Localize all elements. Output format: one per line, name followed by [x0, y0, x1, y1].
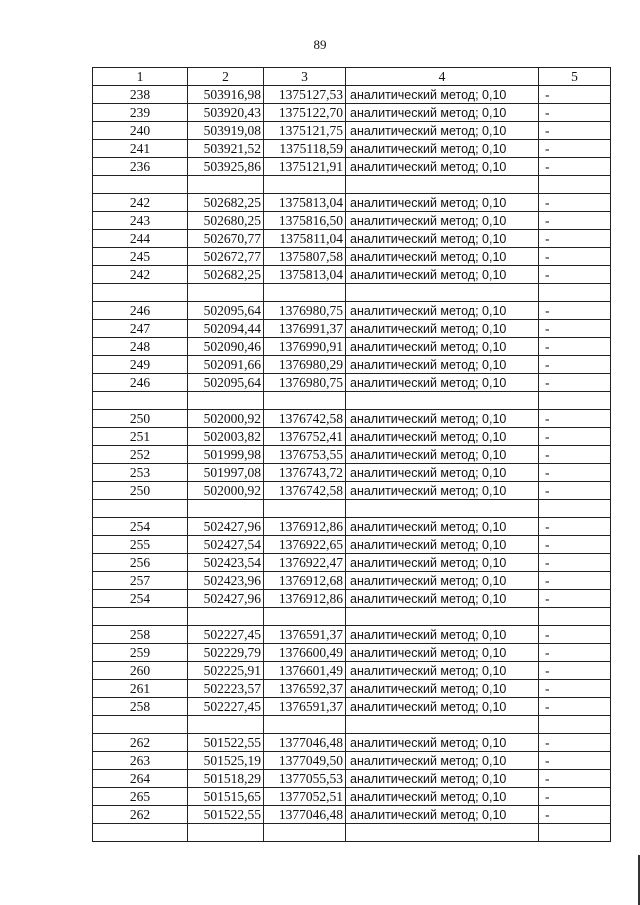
coord-x-cell: 502682,25	[188, 194, 264, 212]
method-accuracy-cell: аналитический метод; 0,10	[346, 266, 539, 284]
point-number-cell: 239	[93, 104, 188, 122]
method-accuracy-cell: аналитический метод; 0,10	[346, 140, 539, 158]
point-number-cell: 238	[93, 86, 188, 104]
coord-x-cell: 502095,64	[188, 302, 264, 320]
empty-cell	[346, 608, 539, 626]
method-accuracy-cell: аналитический метод; 0,10	[346, 806, 539, 824]
point-number-cell: 257	[93, 572, 188, 590]
separator-row	[93, 284, 611, 302]
empty-cell	[93, 608, 188, 626]
table-row	[93, 158, 611, 176]
coord-y-cell: 1376980,75	[264, 302, 346, 320]
coord-y-cell: 1376980,29	[264, 356, 346, 374]
method-accuracy-cell: аналитический метод; 0,10	[346, 428, 539, 446]
coord-x-cell: 502427,96	[188, 590, 264, 608]
table-row	[93, 680, 611, 698]
point-number-cell: 262	[93, 806, 188, 824]
method-accuracy-cell: аналитический метод; 0,10	[346, 752, 539, 770]
separator-row	[93, 824, 611, 842]
empty-cell	[188, 824, 264, 842]
coord-y-cell: 1376601,49	[264, 662, 346, 680]
empty-cell	[188, 392, 264, 410]
note-cell: -	[539, 446, 611, 464]
note-cell: -	[539, 86, 611, 104]
empty-cell	[346, 500, 539, 518]
table-row	[93, 122, 611, 140]
header-col-4: 4	[346, 68, 539, 86]
table-row	[93, 572, 611, 590]
table-row	[93, 266, 611, 284]
empty-cell	[188, 716, 264, 734]
coord-x-cell: 503916,98	[188, 86, 264, 104]
separator-row	[93, 500, 611, 518]
table-row	[93, 590, 611, 608]
empty-cell	[264, 284, 346, 302]
empty-cell	[264, 716, 346, 734]
coord-y-cell: 1375813,04	[264, 194, 346, 212]
table-row	[93, 464, 611, 482]
table-row	[93, 320, 611, 338]
point-number-cell: 245	[93, 248, 188, 266]
table-row	[93, 446, 611, 464]
coord-y-cell: 1376980,75	[264, 374, 346, 392]
empty-cell	[346, 824, 539, 842]
point-number-cell: 252	[93, 446, 188, 464]
note-cell: -	[539, 536, 611, 554]
empty-cell	[188, 284, 264, 302]
separator-row	[93, 608, 611, 626]
method-accuracy-cell: аналитический метод; 0,10	[346, 554, 539, 572]
method-accuracy-cell: аналитический метод; 0,10	[346, 302, 539, 320]
method-accuracy-cell: аналитический метод; 0,10	[346, 212, 539, 230]
table-row	[93, 662, 611, 680]
note-cell: -	[539, 770, 611, 788]
empty-cell	[346, 716, 539, 734]
note-cell: -	[539, 428, 611, 446]
coord-y-cell: 1376592,37	[264, 680, 346, 698]
point-number-cell: 240	[93, 122, 188, 140]
table-row	[93, 302, 611, 320]
point-number-cell: 255	[93, 536, 188, 554]
table-row	[93, 248, 611, 266]
point-number-cell: 242	[93, 194, 188, 212]
coord-x-cell: 502094,44	[188, 320, 264, 338]
table-row	[93, 752, 611, 770]
page-number: 89	[313, 37, 327, 52]
point-number-cell: 258	[93, 698, 188, 716]
coord-x-cell: 502090,46	[188, 338, 264, 356]
empty-cell	[188, 500, 264, 518]
method-accuracy-cell: аналитический метод; 0,10	[346, 86, 539, 104]
point-number-cell: 256	[93, 554, 188, 572]
note-cell: -	[539, 554, 611, 572]
method-accuracy-cell: аналитический метод; 0,10	[346, 662, 539, 680]
method-accuracy-cell: аналитический метод; 0,10	[346, 194, 539, 212]
point-number-cell: 244	[93, 230, 188, 248]
coord-y-cell: 1376912,68	[264, 572, 346, 590]
method-accuracy-cell: аналитический метод; 0,10	[346, 680, 539, 698]
coord-x-cell: 502000,92	[188, 482, 264, 500]
empty-cell	[539, 176, 611, 194]
table-row	[93, 626, 611, 644]
note-cell: -	[539, 158, 611, 176]
point-number-cell: 262	[93, 734, 188, 752]
note-cell: -	[539, 302, 611, 320]
coord-x-cell: 502227,45	[188, 626, 264, 644]
coord-y-cell: 1376922,65	[264, 536, 346, 554]
coord-y-cell: 1376752,41	[264, 428, 346, 446]
method-accuracy-cell: аналитический метод; 0,10	[346, 248, 539, 266]
method-accuracy-cell: аналитический метод; 0,10	[346, 374, 539, 392]
separator-row	[93, 392, 611, 410]
coord-y-cell: 1377046,48	[264, 806, 346, 824]
coord-x-cell: 502427,54	[188, 536, 264, 554]
coord-y-cell: 1375121,75	[264, 122, 346, 140]
method-accuracy-cell: аналитический метод; 0,10	[346, 572, 539, 590]
point-number-cell: 248	[93, 338, 188, 356]
empty-cell	[539, 500, 611, 518]
point-number-cell: 258	[93, 626, 188, 644]
coord-x-cell: 503921,52	[188, 140, 264, 158]
table-row	[93, 194, 611, 212]
empty-cell	[93, 824, 188, 842]
empty-cell	[264, 500, 346, 518]
note-cell: -	[539, 194, 611, 212]
coord-y-cell: 1376990,91	[264, 338, 346, 356]
table-row	[93, 428, 611, 446]
note-cell: -	[539, 698, 611, 716]
empty-cell	[93, 176, 188, 194]
coord-y-cell: 1377046,48	[264, 734, 346, 752]
coord-x-cell: 502223,57	[188, 680, 264, 698]
empty-cell	[539, 608, 611, 626]
method-accuracy-cell: аналитический метод; 0,10	[346, 320, 539, 338]
table-row	[93, 230, 611, 248]
note-cell: -	[539, 626, 611, 644]
table-row	[93, 734, 611, 752]
method-accuracy-cell: аналитический метод; 0,10	[346, 464, 539, 482]
coord-x-cell: 501525,19	[188, 752, 264, 770]
table-row	[93, 770, 611, 788]
table-row	[93, 338, 611, 356]
coord-y-cell: 1377055,53	[264, 770, 346, 788]
method-accuracy-cell: аналитический метод; 0,10	[346, 104, 539, 122]
coord-x-cell: 501518,29	[188, 770, 264, 788]
point-number-cell: 250	[93, 410, 188, 428]
point-number-cell: 263	[93, 752, 188, 770]
point-number-cell: 246	[93, 374, 188, 392]
note-cell: -	[539, 572, 611, 590]
method-accuracy-cell: аналитический метод; 0,10	[346, 338, 539, 356]
table-row	[93, 104, 611, 122]
empty-cell	[539, 824, 611, 842]
header-row	[93, 68, 611, 86]
coord-y-cell: 1375118,59	[264, 140, 346, 158]
point-number-cell: 243	[93, 212, 188, 230]
method-accuracy-cell: аналитический метод; 0,10	[346, 230, 539, 248]
note-cell: -	[539, 788, 611, 806]
empty-cell	[539, 284, 611, 302]
table-row	[93, 554, 611, 572]
coord-y-cell: 1375127,53	[264, 86, 346, 104]
method-accuracy-cell: аналитический метод; 0,10	[346, 410, 539, 428]
empty-cell	[539, 716, 611, 734]
empty-cell	[346, 284, 539, 302]
note-cell: -	[539, 752, 611, 770]
method-accuracy-cell: аналитический метод; 0,10	[346, 734, 539, 752]
point-number-cell: 254	[93, 590, 188, 608]
coord-y-cell: 1377049,50	[264, 752, 346, 770]
coord-x-cell: 502670,77	[188, 230, 264, 248]
table-row	[93, 374, 611, 392]
header-col-2: 2	[188, 68, 264, 86]
table-body	[93, 86, 611, 842]
note-cell: -	[539, 230, 611, 248]
table-row	[93, 788, 611, 806]
coord-y-cell: 1375811,04	[264, 230, 346, 248]
method-accuracy-cell: аналитический метод; 0,10	[346, 518, 539, 536]
coord-x-cell: 501999,98	[188, 446, 264, 464]
method-accuracy-cell: аналитический метод; 0,10	[346, 626, 539, 644]
note-cell: -	[539, 212, 611, 230]
method-accuracy-cell: аналитический метод; 0,10	[346, 788, 539, 806]
header-col-3: 3	[264, 68, 346, 86]
method-accuracy-cell: аналитический метод; 0,10	[346, 482, 539, 500]
point-number-cell: 241	[93, 140, 188, 158]
method-accuracy-cell: аналитический метод; 0,10	[346, 446, 539, 464]
coord-x-cell: 502000,92	[188, 410, 264, 428]
note-cell: -	[539, 662, 611, 680]
table-row	[93, 536, 611, 554]
note-cell: -	[539, 338, 611, 356]
method-accuracy-cell: аналитический метод; 0,10	[346, 122, 539, 140]
coord-y-cell: 1376600,49	[264, 644, 346, 662]
coord-x-cell: 502003,82	[188, 428, 264, 446]
note-cell: -	[539, 248, 611, 266]
empty-cell	[93, 284, 188, 302]
empty-cell	[93, 500, 188, 518]
empty-cell	[264, 392, 346, 410]
coord-x-cell: 501522,55	[188, 806, 264, 824]
note-cell: -	[539, 356, 611, 374]
table-row	[93, 806, 611, 824]
point-number-cell: 236	[93, 158, 188, 176]
note-cell: -	[539, 410, 611, 428]
coord-y-cell: 1375121,91	[264, 158, 346, 176]
coord-x-cell: 501997,08	[188, 464, 264, 482]
coord-y-cell: 1375816,50	[264, 212, 346, 230]
table-row	[93, 482, 611, 500]
coord-y-cell: 1376912,86	[264, 518, 346, 536]
table-row	[93, 212, 611, 230]
point-number-cell: 265	[93, 788, 188, 806]
point-number-cell: 253	[93, 464, 188, 482]
coord-y-cell: 1376912,86	[264, 590, 346, 608]
table-row	[93, 356, 611, 374]
note-cell: -	[539, 680, 611, 698]
point-number-cell: 249	[93, 356, 188, 374]
note-cell: -	[539, 464, 611, 482]
coord-y-cell: 1376742,58	[264, 410, 346, 428]
separator-row	[93, 716, 611, 734]
coord-y-cell: 1376991,37	[264, 320, 346, 338]
coord-y-cell: 1375122,70	[264, 104, 346, 122]
point-number-cell: 261	[93, 680, 188, 698]
coord-x-cell: 501515,65	[188, 788, 264, 806]
point-number-cell: 246	[93, 302, 188, 320]
note-cell: -	[539, 140, 611, 158]
coord-x-cell: 503925,86	[188, 158, 264, 176]
table-row	[93, 518, 611, 536]
coord-y-cell: 1377052,51	[264, 788, 346, 806]
coord-x-cell: 502229,79	[188, 644, 264, 662]
table-row	[93, 140, 611, 158]
coord-x-cell: 502091,66	[188, 356, 264, 374]
method-accuracy-cell: аналитический метод; 0,10	[346, 770, 539, 788]
coord-x-cell: 501522,55	[188, 734, 264, 752]
coordinates-table	[92, 67, 611, 842]
empty-cell	[93, 716, 188, 734]
coord-x-cell: 502680,25	[188, 212, 264, 230]
empty-cell	[264, 176, 346, 194]
empty-cell	[188, 608, 264, 626]
coord-y-cell: 1376753,55	[264, 446, 346, 464]
point-number-cell: 259	[93, 644, 188, 662]
coord-y-cell: 1376922,47	[264, 554, 346, 572]
header-col-1: 1	[93, 68, 188, 86]
note-cell: -	[539, 734, 611, 752]
note-cell: -	[539, 374, 611, 392]
point-number-cell: 242	[93, 266, 188, 284]
coord-x-cell: 502423,54	[188, 554, 264, 572]
method-accuracy-cell: аналитический метод; 0,10	[346, 698, 539, 716]
coord-x-cell: 503920,43	[188, 104, 264, 122]
point-number-cell: 254	[93, 518, 188, 536]
method-accuracy-cell: аналитический метод; 0,10	[346, 158, 539, 176]
coord-x-cell: 503919,08	[188, 122, 264, 140]
coord-y-cell: 1376742,58	[264, 482, 346, 500]
note-cell: -	[539, 482, 611, 500]
coord-y-cell: 1375813,04	[264, 266, 346, 284]
point-number-cell: 250	[93, 482, 188, 500]
table-row	[93, 86, 611, 104]
method-accuracy-cell: аналитический метод; 0,10	[346, 356, 539, 374]
note-cell: -	[539, 266, 611, 284]
empty-cell	[346, 176, 539, 194]
note-cell: -	[539, 104, 611, 122]
coord-y-cell: 1376591,37	[264, 698, 346, 716]
point-number-cell: 251	[93, 428, 188, 446]
empty-cell	[539, 392, 611, 410]
method-accuracy-cell: аналитический метод; 0,10	[346, 590, 539, 608]
coord-x-cell: 502427,96	[188, 518, 264, 536]
coord-x-cell: 502095,64	[188, 374, 264, 392]
empty-cell	[93, 392, 188, 410]
point-number-cell: 260	[93, 662, 188, 680]
table-row	[93, 410, 611, 428]
table-row	[93, 644, 611, 662]
coord-y-cell: 1376743,72	[264, 464, 346, 482]
method-accuracy-cell: аналитический метод; 0,10	[346, 644, 539, 662]
coord-x-cell: 502682,25	[188, 266, 264, 284]
note-cell: -	[539, 122, 611, 140]
empty-cell	[188, 176, 264, 194]
coord-x-cell: 502225,91	[188, 662, 264, 680]
point-number-cell: 247	[93, 320, 188, 338]
coord-y-cell: 1375807,58	[264, 248, 346, 266]
coord-x-cell: 502423,96	[188, 572, 264, 590]
method-accuracy-cell: аналитический метод; 0,10	[346, 536, 539, 554]
header-col-5: 5	[539, 68, 611, 86]
note-cell: -	[539, 806, 611, 824]
note-cell: -	[539, 590, 611, 608]
empty-cell	[264, 608, 346, 626]
empty-cell	[346, 392, 539, 410]
table-row	[93, 698, 611, 716]
coord-x-cell: 502227,45	[188, 698, 264, 716]
note-cell: -	[539, 644, 611, 662]
note-cell: -	[539, 518, 611, 536]
point-number-cell: 264	[93, 770, 188, 788]
coord-x-cell: 502672,77	[188, 248, 264, 266]
separator-row	[93, 176, 611, 194]
note-cell: -	[539, 320, 611, 338]
empty-cell	[264, 824, 346, 842]
coord-y-cell: 1376591,37	[264, 626, 346, 644]
